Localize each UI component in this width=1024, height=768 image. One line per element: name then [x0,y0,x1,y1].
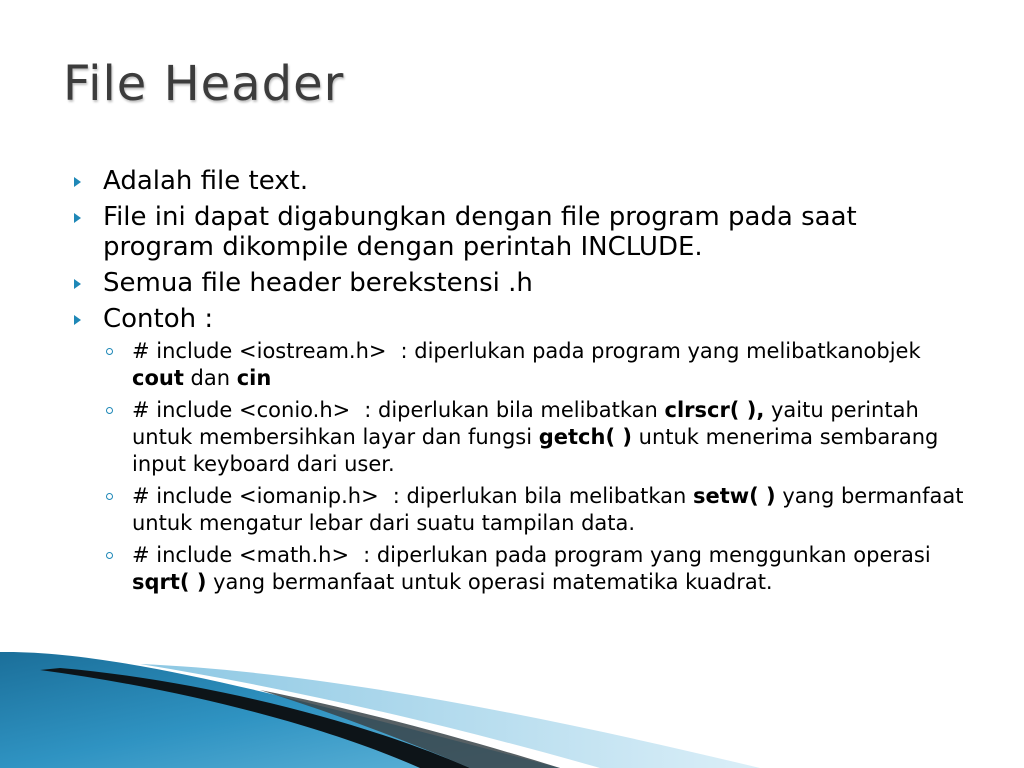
slide-body [74,166,964,602]
example-keyword: cin [236,366,272,390]
bullet-text: File ini dapat digabungkan dengan file program pada saat program dikompile dengan perintah INCLUDE. [103,202,857,262]
example-keyword: sqrt( ) [132,570,207,594]
example-text: untuk menerima sembarang input keyboard dari user. [132,425,939,476]
bullet-item [74,166,964,196]
example-directive: # include <iomanip.h> [132,484,379,508]
example-keyword: cout [132,366,184,390]
circle-bullet-icon [106,493,113,500]
bullet-item [74,304,964,596]
example-keyword: clrscr( ), [664,398,765,422]
example-directive: # include <iostream.h> [132,339,387,363]
example-text: yaitu perintah untuk membersihkan layar dan fungsi [132,398,919,449]
example-item [103,542,964,596]
example-keyword: getch( ) [538,425,632,449]
example-text: : diperlukan pada program yang melibatkanobjek [400,339,921,363]
bullet-text: Contoh : [103,304,214,334]
example-text: : diperlukan bila melibatkan [364,398,665,422]
example-directive: # include <math.h> [132,543,350,567]
triangle-bullet-icon [74,177,81,187]
triangle-bullet-icon [74,279,81,289]
example-directive: # include <conio.h> [132,398,351,422]
bullet-item [74,202,964,262]
example-item [103,483,964,537]
bullet-list [74,166,964,596]
slide-title: File Header [63,56,345,112]
example-keyword: setw( ) [692,484,776,508]
bullet-text: Semua file header berekstensi .h [103,268,533,298]
example-text: : diperlukan bila melibatkan [392,484,693,508]
example-item [103,397,964,478]
circle-bullet-icon [106,348,113,355]
triangle-bullet-icon [74,213,81,223]
example-text: yang bermanfaat untuk mengatur lebar dari suatu tampilan data. [132,484,964,535]
example-text: : diperlukan pada program yang menggunkan operasi [363,543,931,567]
bullet-text: Adalah file text. [103,166,309,196]
example-text: yang bermanfaat untuk operasi matematika kuadrat. [206,570,773,594]
circle-bullet-icon [106,552,113,559]
bullet-item [74,268,964,298]
circle-bullet-icon [106,407,113,414]
example-list [103,338,964,596]
triangle-bullet-icon [74,315,81,325]
example-text: dan [183,366,237,390]
example-item [103,338,964,392]
